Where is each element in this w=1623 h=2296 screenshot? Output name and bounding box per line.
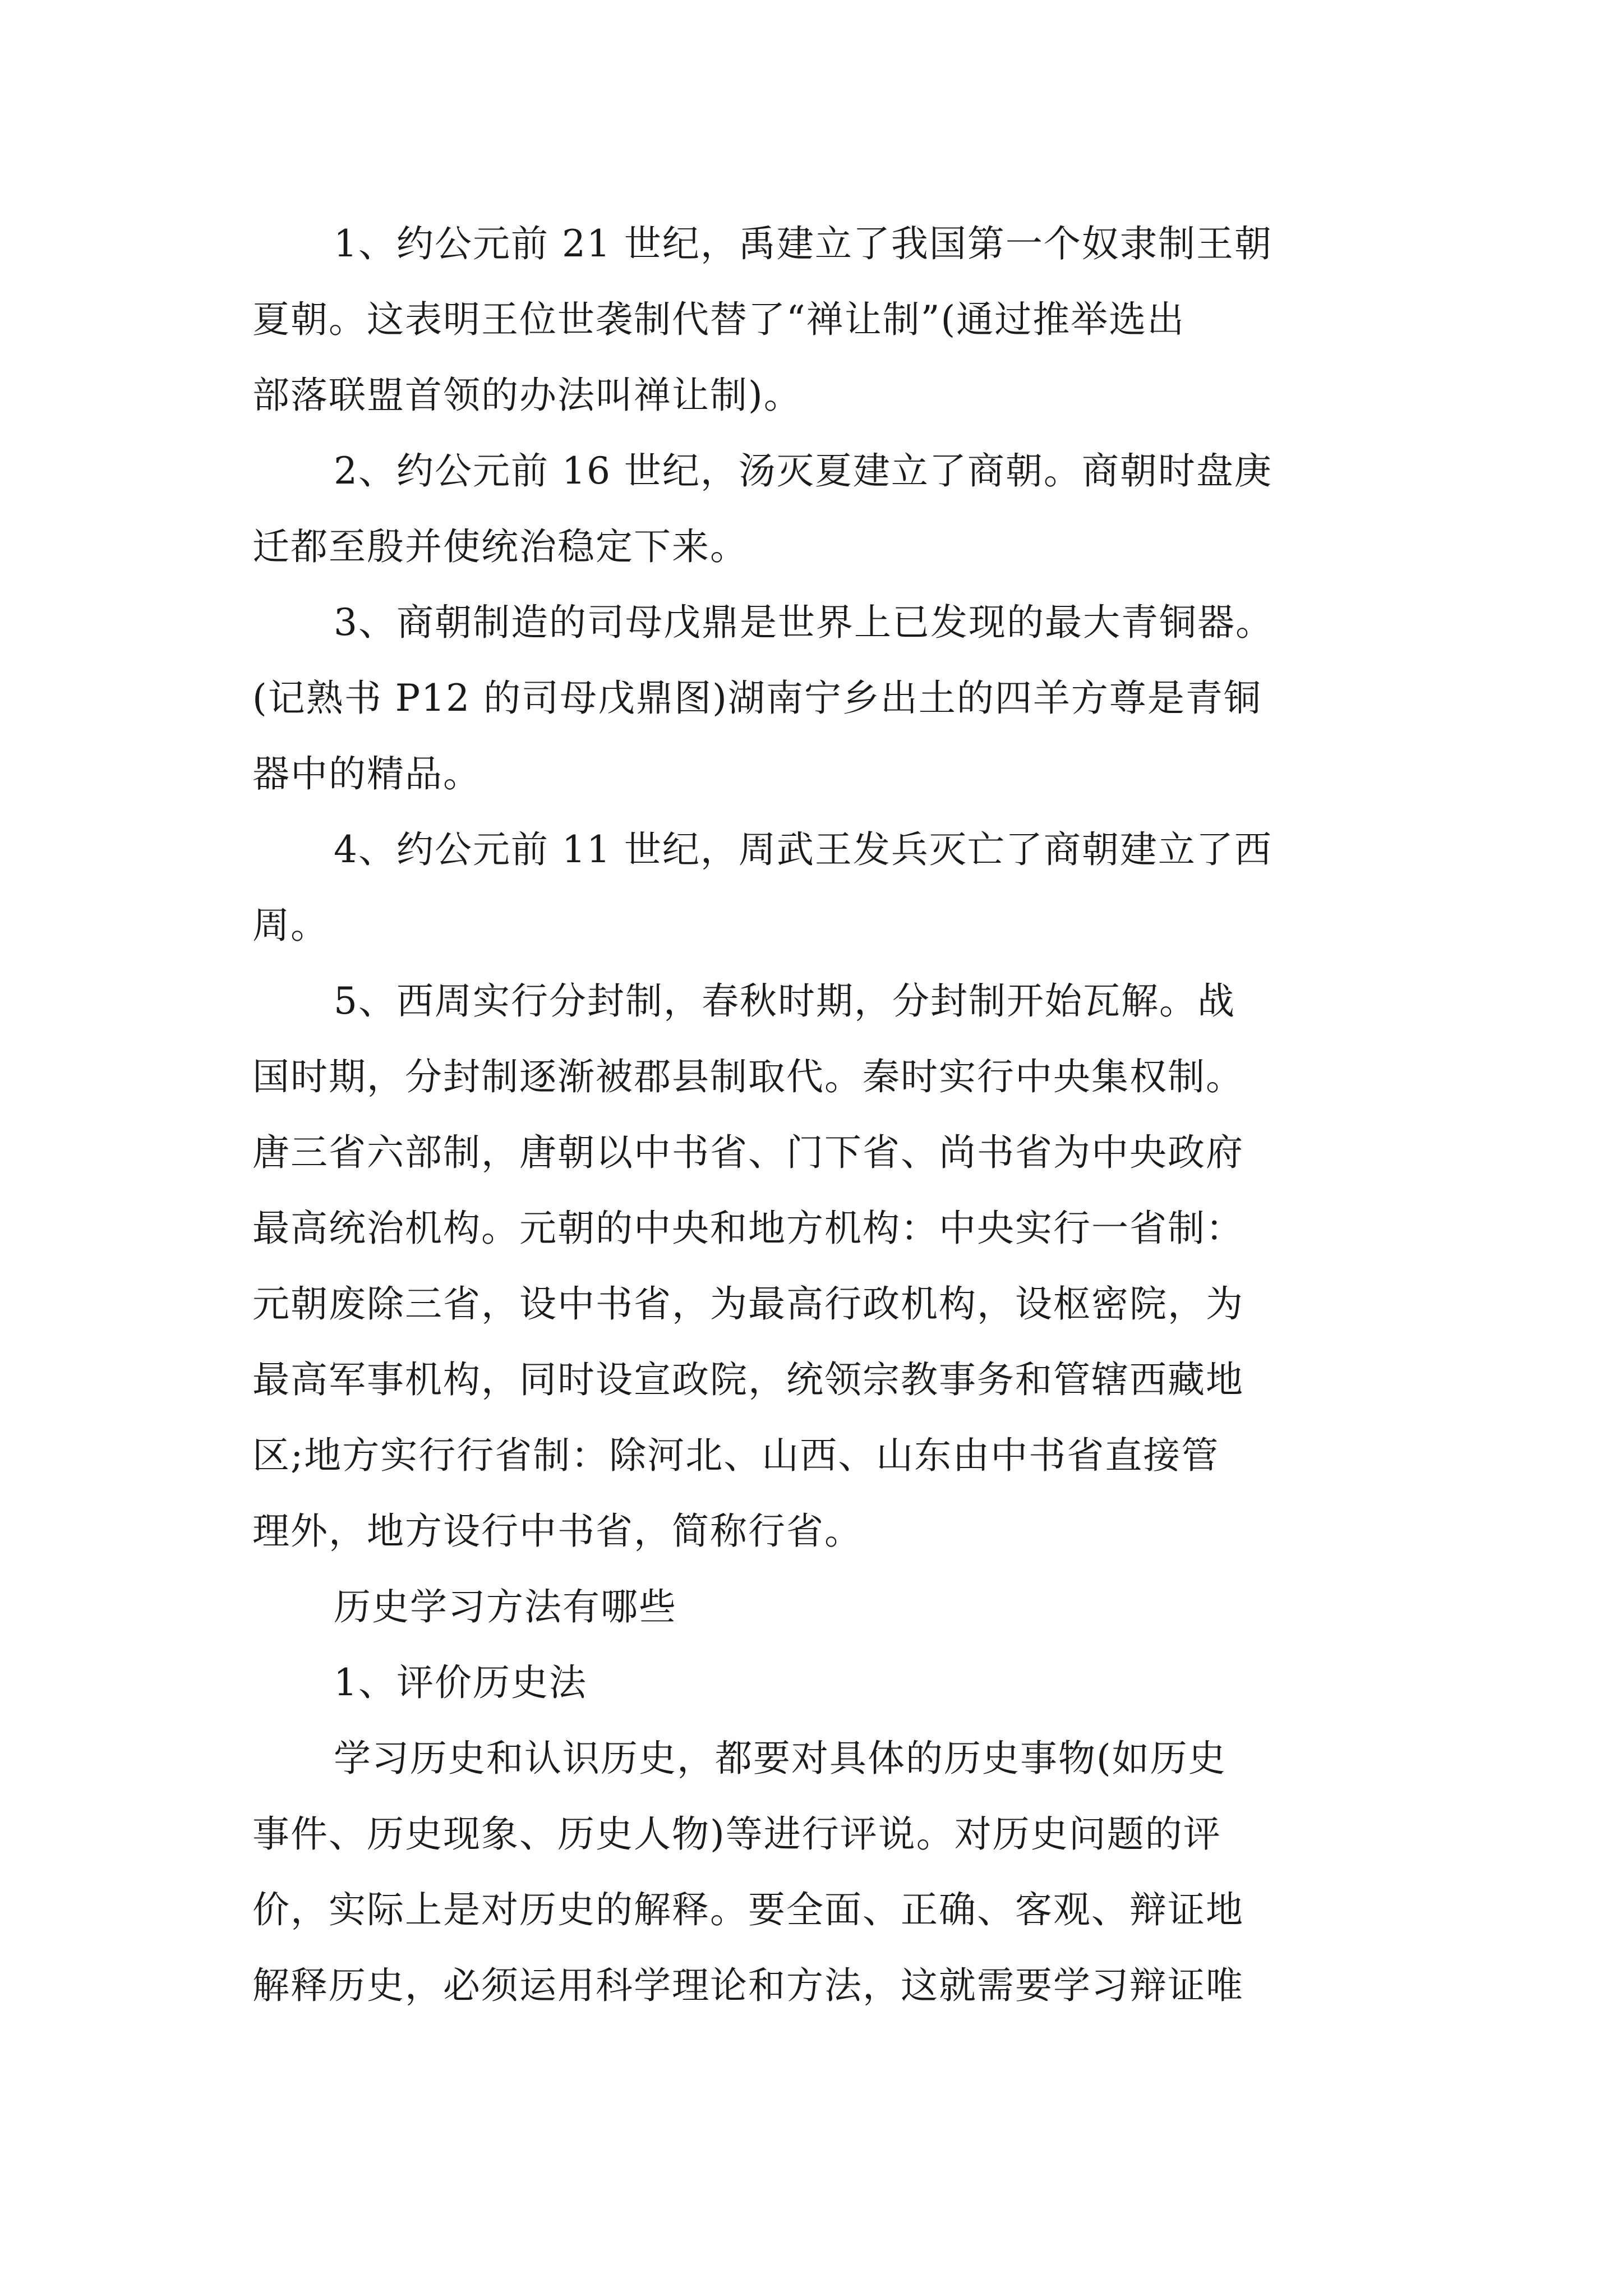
text-line: 5、西周实行分封制，春秋时期，分封制开始瓦解。战 xyxy=(334,979,1235,1023)
text-line: 价，实际上是对历史的解释。要全面、正确、客观、辩证地 xyxy=(252,1888,1244,1931)
text-line: 元朝废除三省，设中书省，为最高行政机构，设枢密院，为 xyxy=(252,1282,1244,1326)
text-line: 最高军事机构，同时设宣政院，统领宗教事务和管辖西藏地 xyxy=(252,1358,1244,1401)
text-line: 事件、历史现象、历史人物)等进行评说。对历史问题的评 xyxy=(252,1812,1221,1856)
text-line: 夏朝。这表明王位世袭制代替了“禅让制”(通过推举选出 xyxy=(252,298,1186,341)
text-line: 3、商朝制造的司母戊鼎是世界上已发现的最大青铜器。 xyxy=(334,601,1274,644)
text-line: 学习历史和认识历史，都要对具体的历史事物(如历史 xyxy=(334,1737,1227,1780)
text-line: 区;地方实行行省制：除河北、山西、山东由中书省直接管 xyxy=(252,1434,1220,1477)
text-line: (记熟书 P12 的司母戊鼎图)湖南宁乡出土的四羊方尊是青铜 xyxy=(252,677,1262,720)
text-line: 最高统治机构。元朝的中央和地方机构：中央实行一省制： xyxy=(252,1207,1244,1250)
text-line: 1、约公元前 21 世纪，禹建立了我国第一个奴隶制王朝 xyxy=(334,222,1272,265)
text-line: 器中的精品。 xyxy=(252,752,481,795)
text-line: 迁都至殷并使统治稳定下来。 xyxy=(252,525,748,568)
text-line: 4、约公元前 11 世纪，周武王发兵灭亡了商朝建立了西 xyxy=(334,828,1272,871)
text-line: 理外，地方设行中书省，简称行省。 xyxy=(252,1510,863,1553)
text-line: 国时期，分封制逐渐被郡县制取代。秦时实行中央集权制。 xyxy=(252,1055,1244,1098)
text-line: 唐三省六部制，唐朝以中书省、门下省、尚书省为中央政府 xyxy=(252,1131,1244,1174)
text-line: 解释历史，必须运用科学理论和方法，这就需要学习辩证唯 xyxy=(252,1964,1244,2007)
text-line: 部落联盟首领的办法叫禅让制)。 xyxy=(252,374,802,417)
text-line: 周。 xyxy=(252,904,329,947)
text-line: 2、约公元前 16 世纪，汤灭夏建立了商朝。商朝时盘庚 xyxy=(334,449,1272,493)
subsection-heading: 1、评价历史法 xyxy=(334,1661,587,1704)
section-heading: 历史学习方法有哪些 xyxy=(334,1585,677,1628)
